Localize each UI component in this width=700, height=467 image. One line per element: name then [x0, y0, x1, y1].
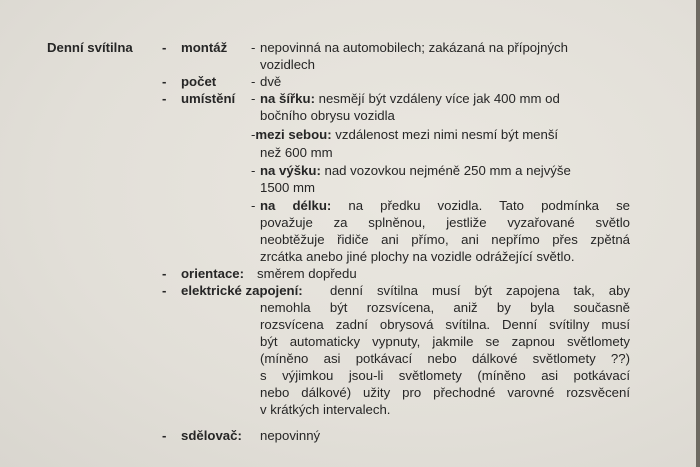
- zapojeni-line6: s výjimkou jsou-li světlomety (míněno asi potkávací: [260, 368, 630, 383]
- zapojeni-line3: rozsvícena zadní obrysová svítilna. Denní svítilny musí: [260, 317, 630, 332]
- zapojeni-line8: v krátkých intervalech.: [260, 402, 391, 417]
- zapojeni-line2: nemohla být rozsvícena, aniž by byla současně: [260, 300, 630, 315]
- sirku-line2: bočního obrysu vozidla: [260, 108, 395, 123]
- page-edge-shadow: [696, 0, 700, 467]
- zapojeni-line5: (míněno asi potkávací nebo dálkové světlomety ??): [260, 351, 630, 366]
- delku-line2: považuje za splněnou, jestliže vyzařované světlo: [260, 215, 630, 230]
- sirku-head: na šířku:: [260, 91, 315, 106]
- delku-line1: [260, 197, 630, 214]
- sdelovac-value: nepovinný: [260, 428, 321, 443]
- delku-line4: zrcátka anebo jiné plochy na vozidle odrážející světlo.: [260, 249, 575, 264]
- sub-dash: -: [251, 163, 256, 178]
- zapojeni-line4: být automaticky vypnuty, jakmile se zapnou světlomety: [260, 334, 630, 349]
- orientace-label: orientace:: [181, 266, 245, 281]
- montaz-dash: -: [251, 40, 256, 55]
- bullet-dash: -: [162, 283, 167, 298]
- bullet-dash: -: [162, 428, 167, 443]
- mezi-text: vzdálenost mezi nimi nesmí být menší: [335, 127, 559, 142]
- sub-dash: -: [251, 91, 256, 106]
- document-title: Denní svítilna: [47, 40, 133, 55]
- bullet-dash: -: [162, 40, 167, 55]
- pocet-label: počet: [181, 74, 217, 89]
- zapojeni-label: elektrické zapojení:: [181, 283, 303, 298]
- montaz-text-line1: nepovinná na automobilech; zakázaná na přípojných: [260, 40, 568, 55]
- delku-block: [260, 197, 630, 265]
- bullet-dash: -: [162, 91, 167, 106]
- delku-line3: neobtěžuje řidiče ani přímo, ani nepřímo přes zpětná: [260, 232, 630, 247]
- orientace-value: směrem dopředu: [257, 266, 357, 281]
- umisteni-label: umístění: [181, 91, 236, 106]
- bullet-dash: -: [162, 74, 167, 89]
- vysku-head: na výšku:: [260, 163, 321, 178]
- montaz-text-line2: vozidlech: [260, 57, 315, 72]
- bullet-dash: -: [162, 266, 167, 281]
- mezi-head: mezi sebou:: [255, 127, 332, 142]
- vysku-line1: [260, 162, 571, 179]
- montaz-label: montáž: [181, 40, 228, 55]
- pocet-dash: -: [251, 74, 256, 89]
- vysku-text: nad vozovkou nejméně 250 mm a nejvýše: [324, 163, 571, 178]
- sub-dash: -: [251, 198, 256, 213]
- sirku-text: nesmějí být vzdáleny více jak 400 mm od: [318, 91, 560, 106]
- sdelovac-label: sdělovač:: [181, 428, 242, 443]
- zapojeni-block: [260, 299, 630, 418]
- mezi-line1: -mezi sebou: vzdálenost mezi nimi nesmí být menší: [251, 127, 559, 142]
- delku-head: na délku:: [260, 198, 332, 213]
- zapojeni-line1: denní svítilna musí být zapojena tak, aby: [330, 283, 630, 298]
- sirku-line1: [260, 90, 560, 107]
- delku-text: na předku vozidla. Tato podmínka se: [348, 198, 630, 213]
- pocet-value: dvě: [260, 74, 282, 89]
- vysku-line2: 1500 mm: [260, 180, 315, 195]
- mezi-line2: než 600 mm: [260, 145, 333, 160]
- zapojeni-line7: nebo dálkové) užity pro přechodné varovné rozsvěcení: [260, 385, 630, 400]
